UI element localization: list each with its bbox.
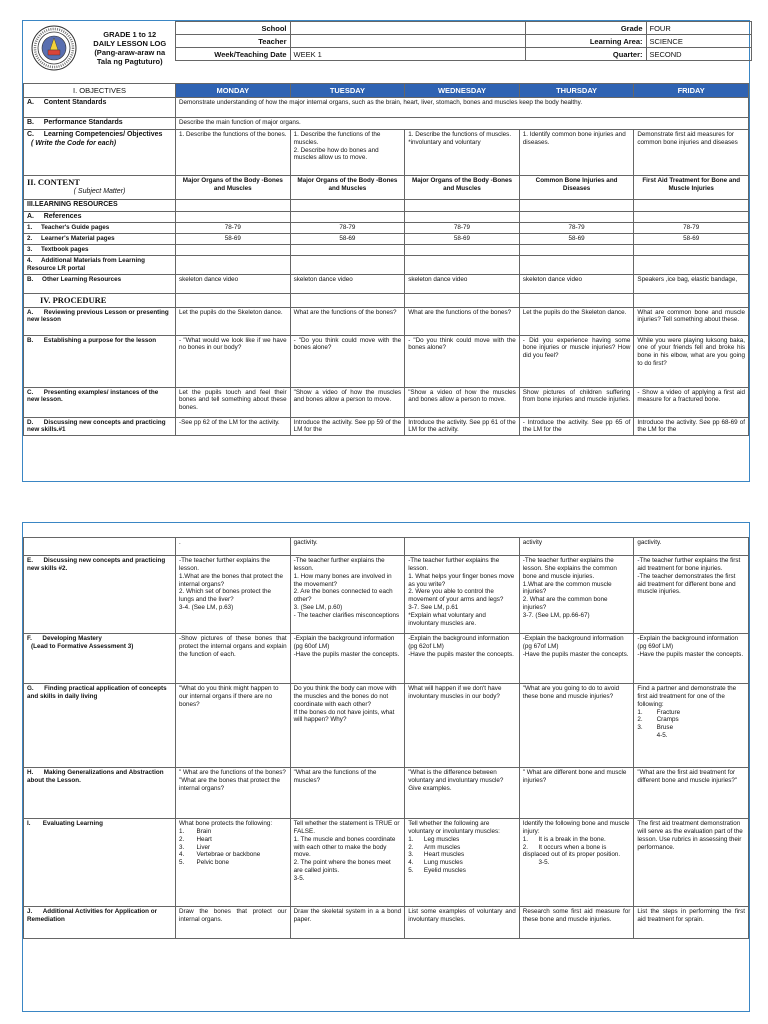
olr-tuesday: skeleton dance video (290, 274, 405, 293)
performance-label: B. Performance Standards (24, 117, 176, 129)
day-tuesday: TUESDAY (290, 83, 405, 97)
references-label: A. References (24, 211, 176, 223)
day-friday: FRIDAY (634, 83, 749, 97)
tg-thursday: 78-79 (519, 223, 634, 234)
b-wednesday: - "Do you think could move with the bones alone? (405, 335, 520, 387)
area-label: Learning Area: (525, 35, 646, 48)
c-label: C. Presenting examples/ instances of the new lesson. (24, 387, 176, 417)
school-value[interactable] (290, 22, 525, 35)
d-friday: Introduce the activity. See pp 68-69 of the LM for the (634, 417, 749, 436)
h-friday: "What are the first aid treatment for different bone and muscle injuries?" (634, 768, 749, 819)
content-label: II. CONTENT ( Subject Matter) (24, 175, 176, 199)
g-friday: Find a partner and demonstrate the first aid treatment for one of the following: 1. Fracture 2. Cramps 3. Bruse 4-5. (634, 684, 749, 768)
teacher-label: Teacher (175, 35, 290, 48)
i-friday: The first aid treatment demonstration will serve as the evaluation part of the lesson. Use rubrics in assessing their performance. (634, 819, 749, 907)
lm-label: 2. Learner's Material pages (24, 234, 176, 245)
content-monday: Major Organs of the Body -Bones and Muscles (176, 175, 291, 199)
f-friday: -Explain the background information (pg 69of LM) -Have the pupils master the concepts. (634, 634, 749, 684)
g-wednesday: What will happen if we don't have involuntary muscles in our body? (405, 684, 520, 768)
j-wednesday: List some examples of voluntary and involuntary muscles. (405, 907, 520, 939)
competency-friday: Demonstrate first aid measures for common bone injuries and diseases (634, 129, 749, 175)
f-tuesday: -Explain the background information (pg 60of LM) -Have the pupils master the concepts. (290, 634, 405, 684)
olr-thursday: skeleton dance video (519, 274, 634, 293)
am-label: 4. Additional Materials from Learning Resource LR portal (24, 255, 176, 274)
d-wednesday: Introduce the activity. See pp 61 of the LM for the activity. (405, 417, 520, 436)
quarter-value[interactable]: SECOND (646, 48, 751, 61)
i-monday: What bone protects the following: 1. Brain 2. Heart 3. Liver 4. Vertebrae or backbone 5. Pelvic bone (176, 819, 291, 907)
d-thursday: - Introduce the activity. See pp 65 of the LM for the (519, 417, 634, 436)
content-wednesday: Major Organs of the Body -Bones and Muscles (405, 175, 520, 199)
d-monday: -See pp 62 of the LM for the activity. (176, 417, 291, 436)
header-table (23, 21, 752, 75)
tb-label: 3. Textbook pages (24, 245, 176, 256)
f-monday: -Show pictures of these bones that protect the internal organs and explain the function of each. (176, 634, 291, 684)
lesson-table-1 (23, 83, 749, 437)
lesson-table-2 (23, 537, 749, 939)
c-tuesday: "Show a video of how the muscles and bones allow a person to move. (290, 387, 405, 417)
d-cont-monday: . (176, 538, 291, 556)
d-cont-label (24, 538, 176, 556)
d-cont-friday: gactivity. (634, 538, 749, 556)
c-friday: - Show a video of applying a first aid measure for a fractured bone. (634, 387, 749, 417)
e-wednesday: -The teacher further explains the lesson. 1. What helps your finger bones move as you write? 2. Were you able to control the movement of your arms and legs? 3-7. See LM, p.61 *Explain what voluntary and involuntary muscles are. (405, 556, 520, 634)
page-1 (22, 20, 750, 482)
a-monday: Let the pupils do the Skeleton dance. (176, 307, 291, 335)
j-thursday: Research some first aid measure for these bone and muscle injuries. (519, 907, 634, 939)
f-thursday: -Explain the background information (pg 67of LM) -Have the pupils master the concepts. (519, 634, 634, 684)
d-cont-thursday: activity (519, 538, 634, 556)
olr-wednesday: skeleton dance video (405, 274, 520, 293)
a-label: A. Reviewing previous Lesson or presenting new lesson (24, 307, 176, 335)
deped-seal-icon (31, 25, 77, 71)
school-label: School (175, 22, 290, 35)
j-friday: List the steps in performing the first aid treatment for sprain. (634, 907, 749, 939)
a-wednesday: What are the functions of the bones? (405, 307, 520, 335)
content-standards-text: Demonstrate understanding of how the major internal organs, such as the brain, heart, liver, stomach, bones and muscles keep the body healthy. (176, 97, 749, 117)
grade-value[interactable]: FOUR (646, 22, 751, 35)
teacher-value[interactable] (290, 35, 525, 48)
e-label: E. Discussing new concepts and practicing new skills #2. (24, 556, 176, 634)
j-monday: Draw the bones that protect our internal organs. (176, 907, 291, 939)
e-tuesday: -The teacher further explains the lesson. 1. How many bones are involved in the movement? 2. Are the bones connected to each other? 3. (See LM, p.60) - The teacher clarifies misconceptions (290, 556, 405, 634)
a-friday: What are common bone and muscle injuries? Tell something about these. (634, 307, 749, 335)
h-wednesday: "What is the difference between voluntary and involuntary muscle? Give examples. (405, 768, 520, 819)
grade-label: Grade (525, 22, 646, 35)
page-2 (22, 522, 750, 1012)
seal-cell (23, 22, 85, 75)
e-thursday: -The teacher further explains the lesson. She explains the common bone and muscle injuries. 1.What are the common muscle injuries? 2. What are the common bone injuries? 3-7. (See LM, pp.66-67) (519, 556, 634, 634)
lm-monday: 58-69 (176, 234, 291, 245)
content-tuesday: Major Organs of the Body -Bones and Muscles (290, 175, 405, 199)
competency-thursday: 1. Identify common bone injuries and diseases. (519, 129, 634, 175)
g-tuesday: Do you think the body can move with the muscles and the bones do not coordinate with each other? If the bones do not have joints, what will happen? Why? (290, 684, 405, 768)
olr-monday: skeleton dance video (176, 274, 291, 293)
j-label: J. Additional Activities for Application or Remediation (24, 907, 176, 939)
day-thursday: THURSDAY (519, 83, 634, 97)
quarter-label: Quarter: (525, 48, 646, 61)
content-thursday: Common Bone Injuries and Diseases (519, 175, 634, 199)
week-value[interactable]: WEEK 1 (290, 48, 525, 61)
i-thursday: Identify the following bone and muscle injury: 1. It is a break in the bone. 2. It occurs when a bone is displaced out of its proper position. 3-5. (519, 819, 634, 907)
resources-label: III.LEARNING RESOURCES (24, 199, 176, 211)
day-header-row (24, 83, 749, 97)
lm-wednesday: 58-69 (405, 234, 520, 245)
d-cont-tuesday: gactivity. (290, 538, 405, 556)
b-friday: While you were playing luksong baka, one of your friends fell and broke his bone in his elbow, what are you going to do first? (634, 335, 749, 387)
b-thursday: - Did you experience having some bone injuries or muscle injuries? How did you feel? (519, 335, 634, 387)
c-monday: Let the pupils touch and feel their bones and tell something about these bones. (176, 387, 291, 417)
tg-label: 1. Teacher's Guide pages (24, 223, 176, 234)
d-label: D. Discussing new concepts and practicing new skills.#1 (24, 417, 176, 436)
performance-text: Describe the main function of major organs. (176, 117, 749, 129)
b-label: B. Establishing a purpose for the lesson (24, 335, 176, 387)
c-thursday: Show pictures of children suffering from bone injuries and muscle injuries. (519, 387, 634, 417)
lm-tuesday: 58-69 (290, 234, 405, 245)
e-monday: -The teacher further explains the lesson. 1.What are the bones that protect the internal organs? 2. Which set of bones protect the lungs and the liver? 3-4. (See LM, p.63) (176, 556, 291, 634)
d-cont-wednesday (405, 538, 520, 556)
day-wednesday: WEDNESDAY (405, 83, 520, 97)
olr-label: B. Other Learning Resources (24, 274, 176, 293)
e-friday: -The teacher further explains the first aid treatment for bone injuries. -The teacher demonstrates the first aid treatment for different bone and muscle injuries. (634, 556, 749, 634)
j-tuesday: Draw the skeletal system in a a bond paper. (290, 907, 405, 939)
competency-wednesday: 1. Describe the functions of muscles. *involuntary and voluntary (405, 129, 520, 175)
procedure-label: IV. PROCEDURE (24, 293, 176, 307)
olr-friday: Speakers ,ice bag, elastic bandage, (634, 274, 749, 293)
objectives-heading: I. OBJECTIVES (24, 83, 176, 97)
g-monday: "What do you think might happen to our internal organs if there are no bones? (176, 684, 291, 768)
b-monday: - "What would we look like if we have no bones in our body? (176, 335, 291, 387)
i-wednesday: Tell whether the following are voluntary or involuntary muscles: 1. Leg muscles 2. Arm muscles 3. Heart muscles 4. Lung muscles 5. Eyelid muscles (405, 819, 520, 907)
c-wednesday: "Show a video of how the muscles and bones allow a person to move. (405, 387, 520, 417)
h-label: H. Making Generalizations and Abstraction about the Lesson. (24, 768, 176, 819)
area-value[interactable]: SCIENCE (646, 35, 751, 48)
h-thursday: " What are different bone and muscle injuries? (519, 768, 634, 819)
g-thursday: "What are you going to do to avoid these bone and muscle injuries? (519, 684, 634, 768)
dll-title: GRADE 1 to 12 DAILY LESSON LOG (Pang-araw-araw na Tala ng Pagtuturo) (93, 30, 167, 66)
tg-wednesday: 78-79 (405, 223, 520, 234)
b-tuesday: - "Do you think could move with the bones alone? (290, 335, 405, 387)
competencies-label: C. Learning Competencies/ Objectives ( Write the Code for each) (24, 129, 176, 175)
day-monday: MONDAY (176, 83, 291, 97)
g-label: G. Finding practical application of concepts and skills in daily living (24, 684, 176, 768)
d-tuesday: Introduce the activity. See pp 59 of the LM for the (290, 417, 405, 436)
h-monday: " What are the functions of the bones? "What are the bones that protect the internal organs? (176, 768, 291, 819)
tg-tuesday: 78-79 (290, 223, 405, 234)
i-label: I. Evaluating Learning (24, 819, 176, 907)
a-thursday: Let the pupils do the Skeleton dance. (519, 307, 634, 335)
f-label: F. Developing Mastery (Lead to Formative Assessment 3) (24, 634, 176, 684)
f-wednesday: -Explain the background information (pg 62of LM) -Have the pupils master the concepts. (405, 634, 520, 684)
lm-friday: 58-69 (634, 234, 749, 245)
lm-thursday: 58-69 (519, 234, 634, 245)
competency-monday: 1. Describe the functions of the bones. (176, 129, 291, 175)
tg-monday: 78-79 (176, 223, 291, 234)
content-standards-label: A. Content Standards (24, 97, 176, 117)
week-label: Week/Teaching Date (175, 48, 290, 61)
competency-tuesday: 1. Describe the functions of the muscles. 2. Describe how do bones and muscles allow us to move. (290, 129, 405, 175)
tg-friday: 78-79 (634, 223, 749, 234)
content-friday: First Aid Treatment for Bone and Muscle Injuries (634, 175, 749, 199)
i-tuesday: Tell whether the statement is TRUE or FALSE. 1. The muscle and bones coordinate with each other to make the body move. 2. The point where the bones meet are called joints. 3-5. (290, 819, 405, 907)
h-tuesday: "What are the functions of the muscles? (290, 768, 405, 819)
a-tuesday: What are the functions of the bones? (290, 307, 405, 335)
